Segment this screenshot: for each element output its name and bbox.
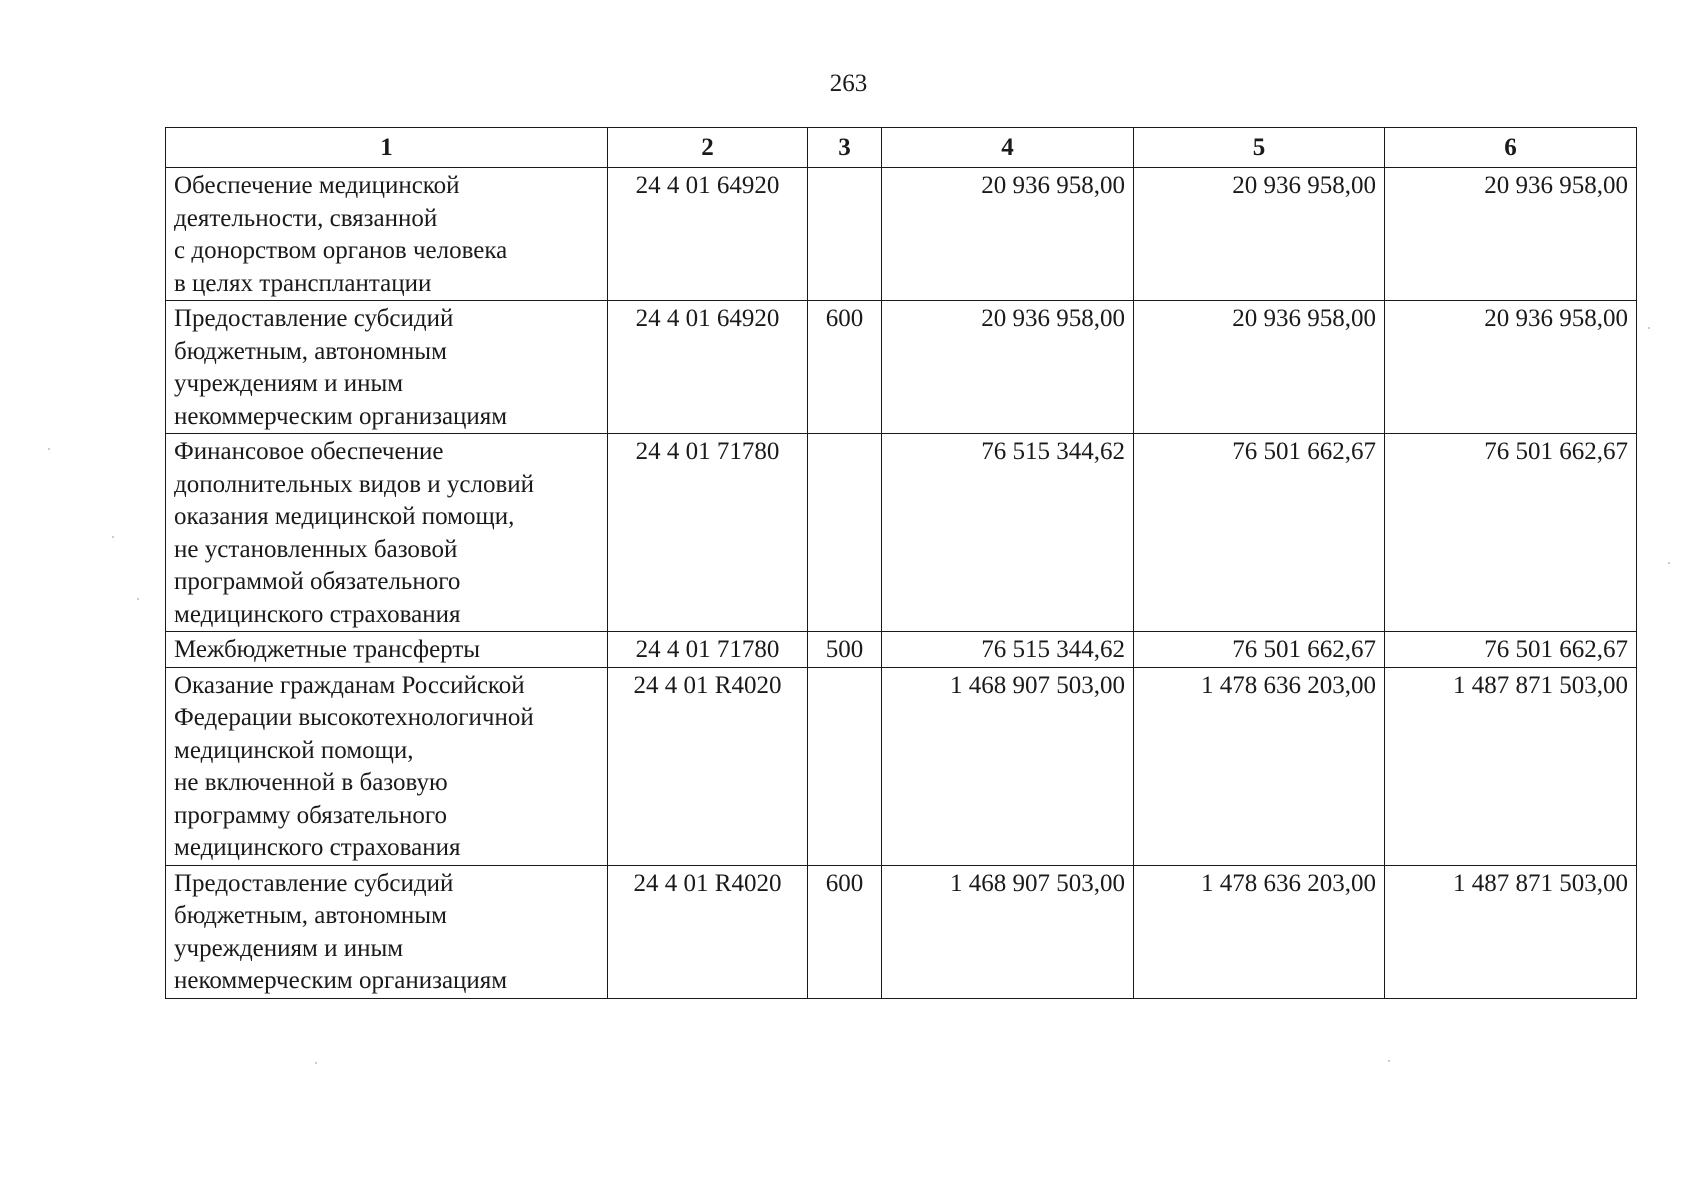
target-code-cell: 24 4 01 64920: [608, 168, 808, 301]
column-header-5: 5: [1134, 128, 1385, 168]
item-name-line: бюджетным, автономным: [174, 337, 447, 365]
amount-col5-cell: 1 478 636 203,00: [1134, 865, 1385, 998]
item-name-line: Финансовое обеспечение: [174, 438, 444, 465]
amount-col6-cell: 76 501 662,67: [1385, 434, 1637, 632]
table-row: [166, 667, 1637, 865]
item-name-line: некоммерческим организациям: [174, 402, 508, 430]
amount-col5-cell: 20 936 958,00: [1134, 301, 1385, 434]
table-body: [166, 168, 1637, 999]
amount-col4-cell: 20 936 958,00: [882, 168, 1134, 301]
amount-col4-cell: 20 936 958,00: [882, 301, 1134, 434]
column-header-2: 2: [608, 128, 808, 168]
amount-col5-cell: 76 501 662,67: [1134, 434, 1385, 632]
amount-col5-cell: 20 936 958,00: [1134, 168, 1385, 301]
budget-table: [165, 127, 1637, 999]
item-name-line: учреждениям и иным: [174, 370, 404, 397]
table-row: [166, 434, 1637, 632]
item-name-line: Межбюджетные трансферты: [174, 636, 481, 663]
item-name-line: Предоставление субсидий: [174, 305, 454, 332]
scan-speck: [137, 598, 139, 600]
expense-type-cell: 500: [808, 632, 882, 668]
item-name-line: с донорством органов человека: [174, 237, 508, 264]
item-name-cell: [166, 865, 608, 998]
item-name-line: бюджетным, автономным: [174, 902, 447, 929]
item-name-line: медицинской помощи,: [174, 736, 414, 764]
column-header-3: 3: [808, 128, 882, 168]
item-name-line: программой обязательного: [174, 568, 461, 595]
item-name-cell: [166, 667, 608, 865]
amount-col5-cell: 76 501 662,67: [1134, 632, 1385, 668]
amount-col4-cell: 76 515 344,62: [882, 632, 1134, 668]
item-name-line: Предоставление субсидий: [174, 869, 454, 897]
expense-type-cell: 600: [808, 301, 882, 434]
item-name-line: Оказание гражданам Российской: [174, 671, 525, 699]
target-code-cell: 24 4 01 64920: [608, 301, 808, 434]
item-name-cell: [166, 168, 608, 301]
scan-speck: [1388, 1060, 1390, 1062]
target-code-cell: 24 4 01 71780: [608, 434, 808, 632]
item-name-line: деятельности, связанной: [174, 204, 438, 232]
expense-type-cell: [808, 434, 882, 632]
amount-col4-cell: 1 468 907 503,00: [882, 865, 1134, 998]
item-name-line: медицинского страхования: [174, 834, 461, 861]
item-name-cell: [166, 301, 608, 434]
scan-speck: [1668, 562, 1670, 564]
expense-type-cell: 600: [808, 865, 882, 998]
column-header-1: 1: [166, 128, 608, 168]
scan-speck: [48, 448, 50, 450]
scan-speck: [112, 536, 114, 538]
expense-type-cell: [808, 168, 882, 301]
table-row: [166, 632, 1637, 668]
item-name-line: некоммерческим организациям: [174, 967, 508, 994]
scan-speck: [1648, 327, 1650, 329]
amount-col4-cell: 1 468 907 503,00: [882, 667, 1134, 865]
amount-col6-cell: 1 487 871 503,00: [1385, 667, 1637, 865]
table-row: [166, 865, 1637, 998]
scan-speck: [315, 1062, 317, 1064]
item-name-line: Федерации высокотехнологичной: [174, 704, 534, 731]
table-header: [166, 128, 1637, 168]
column-header-4: 4: [882, 128, 1134, 168]
target-code-cell: 24 4 01 R4020: [608, 667, 808, 865]
item-name-cell: [166, 632, 608, 668]
item-name-line: оказания медицинской помощи,: [174, 503, 515, 530]
item-name-line: не включенной в базовую: [174, 769, 448, 796]
item-name-cell: [166, 434, 608, 632]
item-name-line: не установленных базовой: [174, 535, 458, 563]
item-name-line: медицинского страхования: [174, 600, 461, 628]
amount-col6-cell: 76 501 662,67: [1385, 632, 1637, 668]
page-number: 263: [829, 70, 868, 97]
amount-col6-cell: 20 936 958,00: [1385, 301, 1637, 434]
target-code-cell: 24 4 01 71780: [608, 632, 808, 668]
target-code-cell: 24 4 01 R4020: [608, 865, 808, 998]
item-name-line: в целях трансплантации: [174, 269, 432, 297]
amount-col6-cell: 20 936 958,00: [1385, 168, 1637, 301]
table-row: [166, 301, 1637, 434]
column-header-6: 6: [1385, 128, 1637, 168]
item-name-line: дополнительных видов и условий: [174, 470, 535, 498]
expense-type-cell: [808, 667, 882, 865]
amount-col6-cell: 1 487 871 503,00: [1385, 865, 1637, 998]
header-row: [166, 128, 1637, 168]
amount-col5-cell: 1 478 636 203,00: [1134, 667, 1385, 865]
item-name-line: Обеспечение медицинской: [174, 172, 460, 199]
amount-col4-cell: 76 515 344,62: [882, 434, 1134, 632]
item-name-line: программу обязательного: [174, 801, 447, 829]
table-row: [166, 168, 1637, 301]
item-name-line: учреждениям и иным: [174, 934, 404, 962]
